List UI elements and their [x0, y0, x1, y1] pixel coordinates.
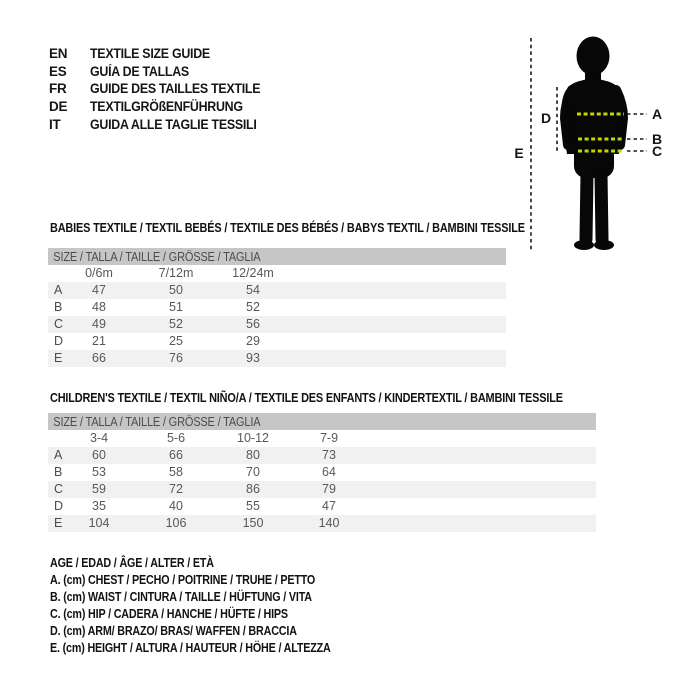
language-code: FR	[49, 81, 67, 97]
measure-label-b: B	[652, 131, 663, 147]
language-code: DE	[49, 99, 68, 115]
measurement-legend	[50, 555, 376, 657]
language-row-it	[49, 116, 275, 134]
language-row-es	[49, 63, 275, 81]
row-letter: C	[54, 317, 64, 331]
table-cell: 54	[246, 283, 260, 297]
babies-size-table	[48, 248, 506, 367]
row-letter: D	[54, 334, 64, 348]
table-cell: 55	[246, 499, 260, 513]
table-cell: 66	[92, 351, 106, 365]
table-cell: 52	[246, 300, 260, 314]
children-size-table	[48, 413, 596, 532]
children-size-header-bar	[48, 413, 596, 430]
table-cell: 73	[322, 448, 336, 462]
table-cell: 60	[92, 448, 106, 462]
measure-label-e: E	[514, 145, 524, 161]
column-header: 0/6m	[85, 266, 113, 280]
table-row-c	[48, 316, 506, 333]
legend-waist-line	[50, 589, 376, 606]
table-row-a	[48, 282, 506, 299]
table-row-c	[48, 481, 596, 498]
size-header-label: SIZE / TALLA / TAILLE / GRÖSSE / TAGLIA	[53, 415, 261, 429]
column-header: 12/24m	[232, 266, 274, 280]
table-cell: 35	[92, 499, 106, 513]
column-header: 7-9	[319, 431, 339, 445]
table-cell: 59	[92, 482, 106, 496]
language-title-list	[49, 45, 275, 133]
table-cell: 80	[246, 448, 260, 462]
table-cell: 48	[92, 300, 106, 314]
column-header: 7/12m	[158, 266, 194, 280]
table-cell: 47	[92, 283, 106, 297]
language-code: ES	[49, 63, 67, 79]
legend-text: C. (cm) HIP / CADERA / HANCHE / HÜFTE / HIPS	[50, 607, 288, 621]
legend-text: AGE / EDAD / ÂGE / ALTER / ETÀ	[50, 556, 214, 570]
silhouette-left-foot	[574, 240, 594, 250]
legend-text: D. (cm) ARM/ BRAZO/ BRAS/ WAFFEN / BRACCIA	[50, 624, 297, 638]
row-letter: D	[54, 499, 64, 513]
row-letter: E	[54, 351, 63, 365]
table-cell: 106	[165, 516, 187, 530]
table-cell: 66	[169, 448, 183, 462]
legend-text: A. (cm) CHEST / PECHO / POITRINE / TRUHE / PETTO	[50, 573, 316, 587]
table-cell: 79	[322, 482, 336, 496]
children-column-header-row	[48, 430, 596, 447]
children-section-title: CHILDREN'S TEXTILE / TEXTIL NIÑO/A / TEXTILE DES ENFANTS / KINDERTEXTIL / BAMBINI TESSILE	[50, 390, 563, 405]
row-letter: E	[54, 516, 63, 530]
legend-hip-line	[50, 606, 376, 623]
silhouette-hips	[574, 142, 614, 178]
table-cell: 140	[318, 516, 340, 530]
language-row-fr	[49, 80, 275, 98]
legend-text: E. (cm) HEIGHT / ALTURA / HAUTEUR / HÖHE / ALTEZZA	[50, 641, 331, 655]
babies-size-header-bar	[48, 248, 506, 265]
silhouette-head	[577, 37, 610, 76]
table-cell: 72	[169, 482, 183, 496]
table-cell: 150	[242, 516, 264, 530]
table-row-e	[48, 515, 596, 532]
table-cell: 70	[246, 465, 260, 479]
table-cell: 64	[322, 465, 336, 479]
babies-section-title: BABIES TEXTILE / TEXTIL BEBÉS / TEXTILE DES BÉBÉS / BABYS TEXTIL / BAMBINI TESSILE	[50, 220, 525, 235]
table-row-d	[48, 333, 506, 350]
table-cell: 51	[169, 300, 183, 314]
table-cell: 104	[88, 516, 110, 530]
table-cell: 25	[169, 334, 183, 348]
language-title: GUIDE DES TAILLES TEXTILE	[90, 81, 261, 97]
table-cell: 52	[169, 317, 183, 331]
table-cell: 58	[169, 465, 183, 479]
silhouette-left-leg	[586, 174, 587, 239]
table-row-e	[48, 350, 506, 367]
babies-column-header-row	[48, 265, 506, 282]
legend-text: B. (cm) WAIST / CINTURA / TAILLE / HÜFTUNG / VITA	[50, 590, 312, 604]
row-letter: B	[54, 300, 63, 314]
table-cell: 50	[169, 283, 183, 297]
language-row-de	[49, 98, 275, 116]
column-header: 10-12	[237, 431, 269, 445]
table-cell: 47	[322, 499, 336, 513]
measure-label-a: A	[652, 106, 663, 122]
table-row-b	[48, 299, 506, 316]
language-title: GUÍA DE TALLAS	[90, 63, 189, 79]
language-row-en	[49, 45, 275, 63]
legend-height-line	[50, 640, 376, 657]
column-header: 5-6	[166, 431, 186, 445]
table-row-b	[48, 464, 596, 481]
language-title: GUIDA ALLE TAGLIE TESSILI	[90, 116, 257, 132]
row-letter: C	[54, 482, 64, 496]
table-cell: 21	[92, 334, 106, 348]
table-row-a	[48, 447, 596, 464]
language-title: TEXTILGRÖßENFÜHRUNG	[90, 99, 243, 115]
table-row-d	[48, 498, 596, 515]
table-cell: 49	[92, 317, 106, 331]
silhouette-right-foot	[594, 240, 614, 250]
measure-label-d: D	[540, 110, 552, 126]
table-cell: 29	[246, 334, 260, 348]
legend-age-line	[50, 555, 376, 572]
row-letter: B	[54, 465, 63, 479]
legend-chest-line	[50, 572, 376, 589]
language-title: TEXTILE SIZE GUIDE	[90, 46, 210, 61]
child-silhouette	[562, 37, 625, 251]
size-header-label: SIZE / TALLA / TAILLE / GRÖSSE / TAGLIA	[53, 250, 261, 264]
row-letter: A	[54, 448, 63, 462]
measure-label-c: C	[652, 143, 663, 159]
table-cell: 56	[246, 317, 260, 331]
table-cell: 53	[92, 465, 106, 479]
table-cell: 76	[169, 351, 183, 365]
legend-arm-line	[50, 623, 376, 640]
table-cell: 40	[169, 499, 183, 513]
column-header: 3-4	[89, 431, 109, 445]
row-letter: A	[54, 283, 63, 297]
table-cell: 86	[246, 482, 260, 496]
silhouette-right-leg	[601, 174, 602, 239]
table-cell: 93	[246, 351, 260, 365]
language-code: IT	[49, 116, 61, 132]
language-code: EN	[49, 46, 68, 61]
